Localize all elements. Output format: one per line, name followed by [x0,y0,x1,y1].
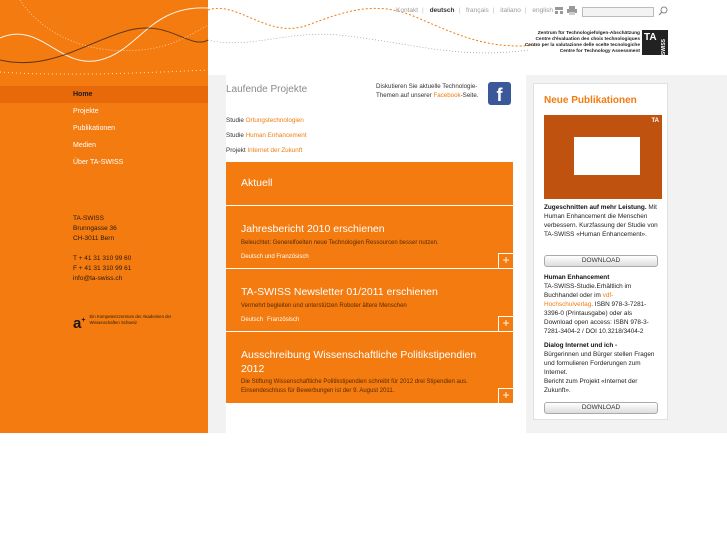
nav-item-medien[interactable]: Medien [73,142,96,149]
akademien-logo: a+ [73,315,86,332]
nav-item-publikationen[interactable]: Publikationen [73,125,116,132]
decorative-curves [0,0,208,80]
news-item[interactable] [226,331,513,403]
header [208,0,727,75]
search-icon[interactable] [658,6,668,16]
publication-1 [544,203,662,239]
pub1-text: Mit Human Enhancement die Menschen verbessern. Kurzfassung der Studie von TA-SWISS «Human Enhancement». [544,204,658,238]
akademien-block[interactable] [73,314,199,331]
news-desc: Die Stiftung Wissenschaftliche Politikstipendien schreibt für 2012 drei Stipendien aus. Einsendeschluss für Bewerbungen ist der 9. August 2011. [241,379,468,394]
aktuell-header [226,162,513,205]
news-desc: Vermehrt begleiten und unterstützen Roboter ältere Menschen [241,303,407,309]
news-links [241,254,313,260]
study-prefix: Projekt [226,147,246,154]
expand-plus-icon[interactable]: + [498,316,513,331]
topnav-italiano[interactable]: italiano [500,7,521,14]
address-fax: F + 41 31 310 99 61 [73,265,132,272]
contact-address [73,214,131,284]
pub2-title: Human Enhancement [544,274,610,281]
topnav-deutsch[interactable]: deutsch [429,7,455,14]
brand-line-de: Zentrum für Technologiefolgen-Abschätzung [537,31,640,36]
sidebar-title: Neue Publikationen [544,95,637,106]
news-item[interactable] [226,205,513,268]
facebook-teaser [376,82,482,100]
study-link-internet[interactable]: Internet der Zukunft [247,147,303,154]
study-link-ortung[interactable]: Ortungstechnologien [245,117,304,124]
news-title[interactable]: Jahresbericht 2010 erschienen [241,223,385,235]
nav-item-projekte[interactable]: Projekte [73,108,99,115]
topnav-francais[interactable]: français [466,7,489,14]
expand-plus-icon[interactable]: + [498,388,513,403]
page-title: Laufende Projekte [226,84,308,95]
pub1-title: Zugeschnitten auf mehr Leistung. [544,204,647,211]
main-navigation [0,86,208,171]
pub2-text: TA-SWISS-Studie.Erhältlich im Buchhandel oder im [544,283,632,299]
akademien-text: Ein Kompetenzzentrum der Akademien der Wissenschaften Schweiz [89,314,172,325]
cover-text-strip [574,137,640,175]
study-item [226,132,307,139]
download-button[interactable]: DOWNLOAD [544,255,658,267]
pub3-report: Bericht zum Projekt «Internet der Zukunft». [544,378,638,394]
publication-cover-image[interactable] [544,115,662,199]
logo-swiss-text: SWISS [661,38,667,55]
brand-text [512,31,640,55]
address-phone: T + 41 31 310 99 60 [73,255,132,262]
address-email[interactable]: info@ta-swiss.ch [73,275,123,282]
news-title[interactable]: TA-SWISS Newsletter 01/2011 erschienen [241,286,438,298]
address-org: TA-SWISS [73,215,104,222]
search-input[interactable] [582,7,654,17]
address-city: CH-3011 Bern [73,235,115,242]
pub2-text-b: . ISBN 978-3-7281-3396-0 (Printausgabe) oder als Download open access: ISBN 978-3-7281-3404-2 / DOI 10.3218/3404-2 [544,301,649,335]
study-item [226,117,304,124]
vdf-link[interactable]: vdf-Hochschulverlag [544,292,614,308]
nav-item-ueber[interactable]: Über TA-SWISS [73,159,124,166]
sitemap-icon[interactable] [554,6,564,15]
facebook-link[interactable]: Facebook [433,92,461,99]
publication-3 [544,341,662,395]
left-column [0,0,208,433]
news-item[interactable] [226,268,513,331]
address-street: Brunngasse 36 [73,225,117,232]
study-prefix: Studie [226,117,244,124]
download-button[interactable]: DOWNLOAD [544,402,658,414]
brand-line-fr: Centre d'évaluation des choix technologiques [535,37,640,42]
brand-line-it: Centro per la valutazione delle scelte tecnologiche [524,43,640,48]
facebook-icon[interactable]: f [488,82,511,105]
ta-swiss-logo[interactable] [642,30,668,55]
news-link-deutsch[interactable]: Deutsch [241,317,264,323]
publication-2 [544,273,662,336]
news-link-franzoesisch[interactable]: Französisch [267,317,300,323]
discuss-text: Diskutieren Sie aktuelle Technologie-Themen auf unserer [376,83,478,99]
logo-ta-text: TA [644,32,657,43]
pub3-text: Bürgerinnen und Bürger stellen Fragen und formulieren Forderungen zum Internet. [544,351,655,376]
news-desc: Beleuchtet: Generelfoelten neue Technologien Ressourcen besser nutzen. [241,240,439,246]
language-nav: Kontakt | deutsch | français | italiano | english [396,7,554,14]
cover-ta-text: TA [651,118,659,124]
news-links [241,317,303,323]
news-link-deutsch-franz[interactable]: Deutsch und Französisch [241,254,309,260]
print-icon[interactable] [567,6,577,15]
expand-plus-icon[interactable]: + [498,253,513,268]
aktuell-title: Aktuell [241,177,273,189]
sidebar-publications [533,83,668,420]
brand-line-en: Centre for Technology Assessment [559,49,640,54]
study-item [226,147,302,154]
discuss-suffix: -Seite. [460,92,479,99]
topnav-kontakt[interactable]: Kontakt [396,7,419,14]
study-prefix: Studie [226,132,244,139]
nav-item-home[interactable]: Home [0,86,208,103]
pub3-title: Dialog Internet und ich - [544,342,618,349]
news-title[interactable]: Ausschreibung Wissenschaftliche Politikstipendien 2012 [241,349,477,375]
topnav-english[interactable]: english [532,7,554,14]
study-link-human-enhancement[interactable]: Human Enhancement [245,132,307,139]
